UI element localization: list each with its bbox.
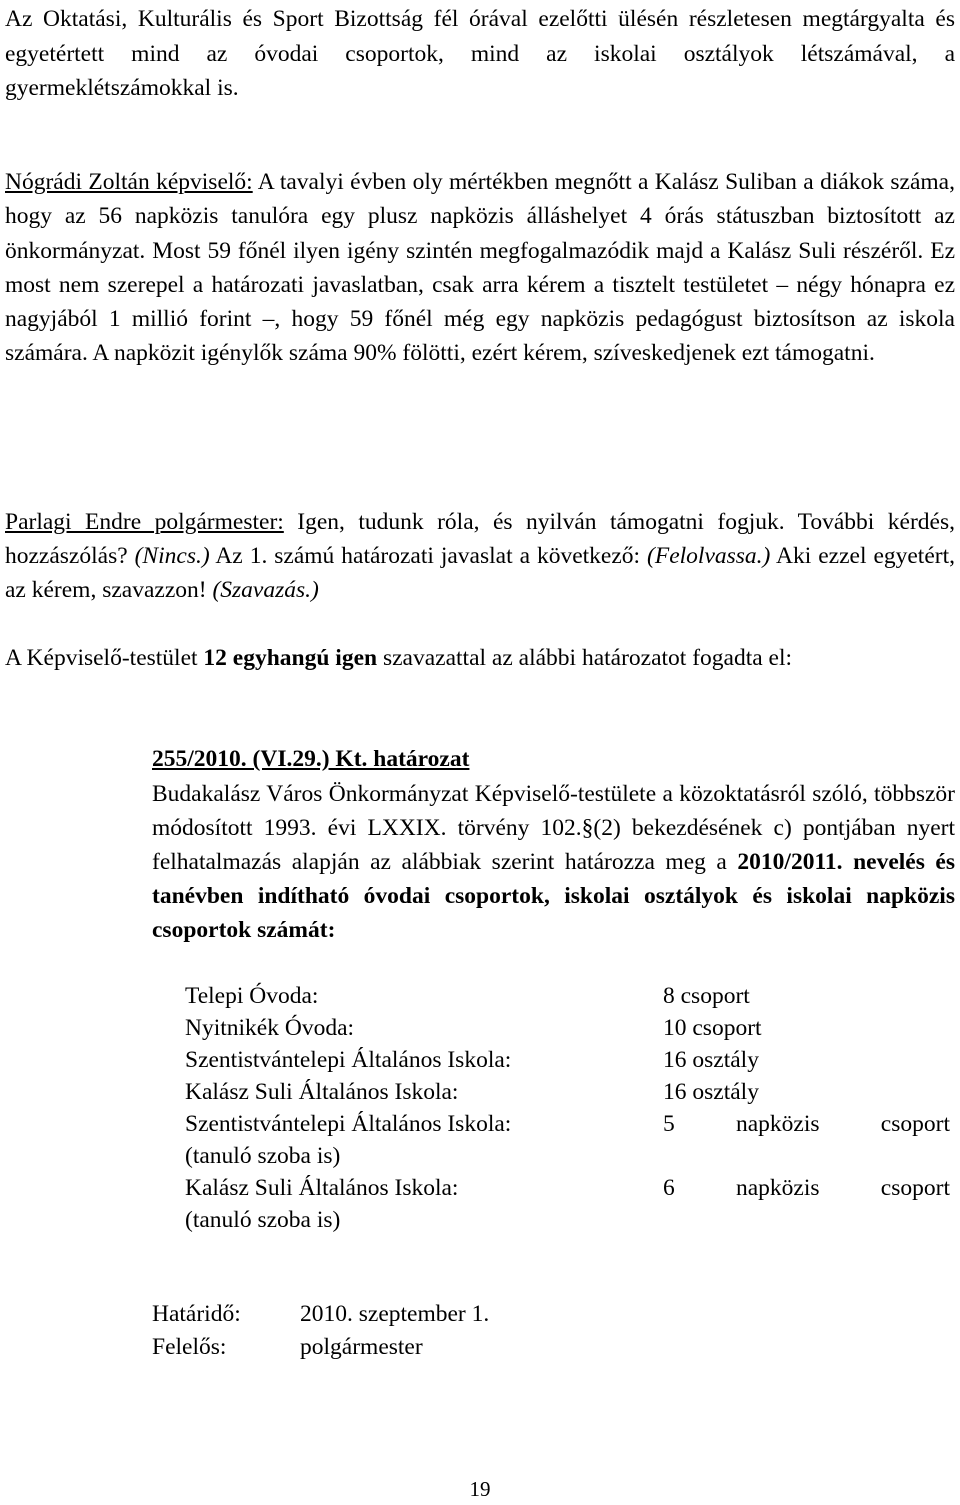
statement-mayor-1: Igen, tudunk róla, és nyilván támogatni fogjuk. További kérdés, hozzászólás?: [5, 509, 956, 569]
statement-nogradi: A tavalyi évben oly mértékben megnőtt a Kalász Suliban a diákok száma, hogy az 56 napközis tanulóra egy plusz napközis álláshelyet 4 órás státuszban biztosított az önkormányzat. Most 59 főnél ilyen igény szintén megfogalmazódik majd a Kalász Suli részéről. Ez most nem szerepel a határozati javaslatban, csak arra kérem a tisztelt testületet – négy hónapra ez nagyjából 1 millió forint –, hogy 59 főnél még egy napközis pedagógust biztosítson az iskola számára. A napközit igénylők száma 90% fölötti, ezért kérem, szíveskedjenek ezt támogatni.: [5, 169, 955, 367]
table-row: [185, 1044, 950, 1076]
responsible-label: Felelős:: [152, 1334, 227, 1360]
institution-name: Szentistvántelepi Általános Iskola:: [185, 1111, 512, 1137]
responsible-line: [152, 1331, 423, 1363]
resolution-bold-text: 2010/2011. nevelés és tanévben indítható óvodai csoportok, iskolai osztályok és iskolai napközis csoportok számát:: [152, 849, 955, 943]
institution-name: Szentistvántelepi Általános Iskola:: [185, 1047, 512, 1073]
responsible-value: polgármester: [300, 1334, 423, 1360]
vote-text-2: szavazattal az alábbi határozatot fogadta el:: [377, 645, 793, 671]
note-nincs: (Nincs.): [134, 543, 210, 569]
group-count: 16 osztály: [663, 1079, 759, 1105]
statement-mayor-2: Az 1. számú határozati javaslat a következő:: [209, 543, 648, 569]
paragraph-nogradi: [5, 165, 955, 371]
count-type: napközis: [736, 1111, 820, 1137]
paragraph-committee: Az Oktatási, Kulturális és Sport Bizottság fél órával ezelőtti ülésén részletesen megtárgyalta és egyetértett mind az óvodai csoportok, mind az iskolai osztályok létszámával, a gyermeklétszámokkal is.: [5, 6, 955, 101]
vote-text-1: A Képviselő-testület: [5, 645, 204, 671]
institution-name: Kalász Suli Általános Iskola:: [185, 1175, 459, 1201]
note-felolvassa: (Felolvassa.): [647, 543, 771, 569]
paragraph-mayor: [5, 505, 955, 607]
count-unit: csoport: [880, 1111, 950, 1137]
table-row: [185, 1108, 950, 1140]
table-row-note: [185, 1204, 950, 1236]
group-count: 10 csoport: [663, 1015, 762, 1041]
table-row-note: [185, 1140, 950, 1172]
count-number: 5: [663, 1111, 675, 1137]
group-count: [663, 1172, 950, 1204]
group-count: [663, 1108, 950, 1140]
resolution-title: 255/2010. (VI.29.) Kt. határozat: [152, 746, 470, 772]
speaker-nogradi: Nógrádi Zoltán képviselő:: [5, 169, 253, 195]
vote-count: 12 egyhangú igen: [203, 645, 378, 671]
institution-name: Telepi Óvoda:: [185, 983, 319, 1009]
count-unit: csoport: [880, 1175, 950, 1201]
note-szavazas: (Szavazás.): [212, 577, 319, 603]
statement-mayor-3: Aki ezzel egyetért, az kérem, szavazzon!: [5, 543, 955, 603]
group-count: 8 csoport: [663, 983, 750, 1009]
speaker-mayor: Parlagi Endre polgármester:: [5, 509, 284, 535]
institution-name: Nyitnikék Óvoda:: [185, 1015, 355, 1041]
count-type: napközis: [736, 1175, 820, 1201]
paragraph-vote-result: [5, 641, 955, 675]
institution-note: (tanuló szoba is): [185, 1207, 341, 1233]
table-row: [185, 1172, 950, 1204]
resolution-body: [152, 777, 955, 947]
document-page: [5, 0, 955, 1505]
group-count: 16 osztály: [663, 1047, 759, 1073]
deadline-line: [152, 1298, 489, 1330]
institution-name: Kalász Suli Általános Iskola:: [185, 1079, 459, 1105]
table-row: [185, 1076, 950, 1108]
institution-note: (tanuló szoba is): [185, 1143, 341, 1169]
table-row: [185, 1012, 950, 1044]
resolution-text: Budakalász Város Önkormányzat Képviselő-testülete a közoktatásról szóló, többször módosított 1993. évi LXXIX. törvény 102.§(2) bekezdésének c) pontjában nyert felhatalmazás alapján az alábbiak szerint határozza meg a: [152, 781, 955, 875]
page-number: 19: [469, 1477, 491, 1501]
count-number: 6: [663, 1175, 675, 1201]
groups-table: [185, 980, 950, 1236]
deadline-value: 2010. szeptember 1.: [300, 1301, 490, 1327]
deadline-label: Határidő:: [152, 1301, 241, 1327]
table-row: [185, 980, 950, 1012]
